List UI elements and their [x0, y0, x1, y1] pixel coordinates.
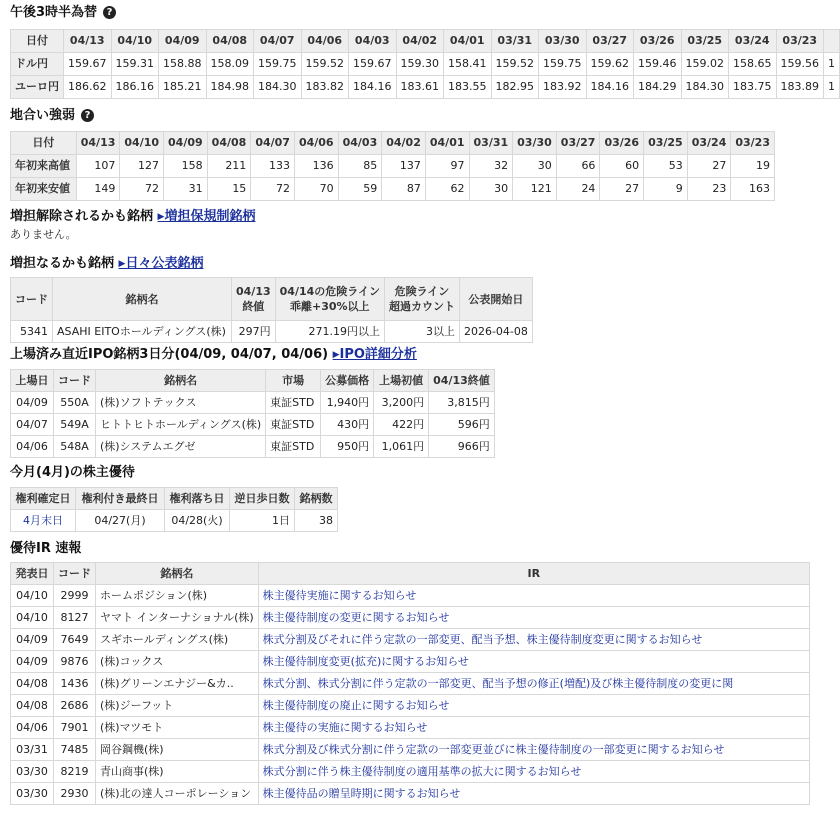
col-code: コード: [54, 370, 96, 392]
strength-date-col: 04/10: [120, 132, 164, 155]
strength-value: 85: [338, 155, 382, 178]
fx-date-col: 03/26: [634, 30, 682, 53]
col-ex: 権利落ち日: [165, 488, 230, 510]
margin-release-none: ありません。: [10, 228, 77, 241]
col-name: 銘柄名: [53, 278, 232, 321]
yutai-table-wrap: [10, 487, 338, 532]
stock-name: 岡谷鋼機(株): [96, 739, 259, 761]
col-list-date: 上場日: [11, 370, 54, 392]
stock-code: 550A: [54, 392, 96, 414]
col-offer: 公募価格: [321, 370, 374, 392]
close-price: 966円: [429, 436, 495, 458]
first-price: 3,200円: [374, 392, 429, 414]
stock-name: (株)グリーンエナジー&カ..: [96, 673, 259, 695]
margin-rule-link[interactable]: ▶増担保規制銘柄: [157, 209, 256, 224]
stock-code: 5341: [11, 321, 53, 343]
strength-value: 31: [164, 178, 208, 201]
first-price: 422円: [374, 414, 429, 436]
fx-value: 159.56: [776, 53, 824, 76]
strength-value: 59: [338, 178, 382, 201]
fx-date-col: 04/06: [301, 30, 349, 53]
strength-value: 136: [294, 155, 338, 178]
col-count: 銘柄数: [295, 488, 338, 510]
strength-date-col: 03/24: [687, 132, 731, 155]
col-reverse: 逆日歩日数: [230, 488, 295, 510]
fx-date-col: 03/23: [776, 30, 824, 53]
table-row: [11, 783, 810, 805]
fx-value: 183.61: [396, 76, 444, 99]
stock-code: 7485: [54, 739, 96, 761]
ir-link[interactable]: 株主優待の実施に関するお知らせ: [258, 717, 809, 739]
ir-link[interactable]: 株主優待品の贈呈時期に関するお知らせ: [258, 783, 809, 805]
ir-link[interactable]: 株式分割及びそれに伴う定款の一部変更、配当予想、株主優待制度変更に関するお知らせ: [258, 629, 809, 651]
stock-code: 549A: [54, 414, 96, 436]
ir-section: [10, 540, 81, 558]
fx-section: [10, 4, 116, 22]
margin-add-table: [10, 277, 533, 343]
stock-code: 2930: [54, 783, 96, 805]
fx-value: 183.89: [776, 76, 824, 99]
danger-line: 271.19円以上: [275, 321, 384, 343]
ir-date: 04/08: [11, 673, 54, 695]
strength-value: 27: [600, 178, 644, 201]
ir-title: 優待IR 速報: [10, 541, 82, 556]
daily-announce-link[interactable]: ▶日々公表銘柄: [118, 256, 204, 271]
fx-date-col: 04/01: [444, 30, 492, 53]
strength-date-col: 04/03: [338, 132, 382, 155]
ir-date: 04/06: [11, 717, 54, 739]
first-price: 1,061円: [374, 436, 429, 458]
stock-code: 8219: [54, 761, 96, 783]
confirm-date-link[interactable]: 4月末日: [11, 510, 76, 532]
fx-value: 184.30: [681, 76, 729, 99]
strength-value: 137: [382, 155, 426, 178]
col-close: 04/13終値: [429, 370, 495, 392]
offer-price: 950円: [321, 436, 374, 458]
strength-date-col: 04/13: [76, 132, 120, 155]
strength-date-col: 04/09: [164, 132, 208, 155]
fx-value: 159.75: [254, 53, 302, 76]
close-price: 3,815円: [429, 392, 495, 414]
fx-value: 1: [824, 76, 840, 99]
fx-value: 159.75: [539, 53, 587, 76]
strength-value: 72: [251, 178, 295, 201]
strength-date-col: 03/25: [644, 132, 688, 155]
stock-name: (株)コックス: [96, 651, 259, 673]
ir-table: [10, 562, 810, 805]
fx-value: 183.82: [301, 76, 349, 99]
margin-add-title: 増担なるかも銘柄 ▶日々公表銘柄: [10, 256, 204, 271]
stock-name: ヒトトヒトホールディングス(株): [96, 414, 266, 436]
strength-date-col: 03/23: [731, 132, 775, 155]
question-circle-icon[interactable]: ?: [81, 109, 94, 122]
ipo-table: [10, 369, 495, 458]
stock-code: 548A: [54, 436, 96, 458]
stock-code: 7901: [54, 717, 96, 739]
strength-value: 107: [76, 155, 120, 178]
strength-value: 70: [294, 178, 338, 201]
strength-value: 30: [513, 155, 557, 178]
start-date: 2026-04-08: [459, 321, 532, 343]
close-price: 596円: [429, 414, 495, 436]
strength-value: 15: [207, 178, 251, 201]
fx-value: 184.98: [206, 76, 254, 99]
fx-date-col: 04/07: [254, 30, 302, 53]
ir-table-wrap: [10, 562, 760, 805]
ex-date: 04/28(火): [165, 510, 230, 532]
table-row: [11, 76, 840, 99]
fx-date-col: 03/27: [586, 30, 634, 53]
strength-value: 62: [425, 178, 469, 201]
fx-value: 159.52: [301, 53, 349, 76]
strength-date-col: 03/26: [600, 132, 644, 155]
fx-value: 184.16: [586, 76, 634, 99]
market: 東証STD: [266, 414, 321, 436]
yutai-table: [10, 487, 338, 532]
strength-date-col: 04/02: [382, 132, 426, 155]
offer-price: 1,940円: [321, 392, 374, 414]
fx-value: 184.16: [349, 76, 397, 99]
strength-value: 23: [687, 178, 731, 201]
stock-code: 8127: [54, 607, 96, 629]
strength-value: 9: [644, 178, 688, 201]
question-circle-icon[interactable]: ?: [103, 6, 116, 19]
ir-link[interactable]: 株主優待制度変更(拡充)に関するお知らせ: [258, 651, 809, 673]
ir-link[interactable]: 株主優待制度の廃止に関するお知らせ: [258, 695, 809, 717]
stock-code: 1436: [54, 673, 96, 695]
stock-code: 7649: [54, 629, 96, 651]
fx-row-label: ユーロ円: [11, 76, 64, 99]
strength-date-col: 04/06: [294, 132, 338, 155]
ipo-table-wrap: [10, 369, 495, 458]
strength-date-col: 03/30: [513, 132, 557, 155]
table-row: [11, 178, 775, 201]
strength-date-col: 03/31: [469, 132, 513, 155]
fx-value: 159.67: [64, 53, 112, 76]
stock-code: 2999: [54, 585, 96, 607]
strength-date-col: 04/08: [207, 132, 251, 155]
last-date: 04/27(月): [76, 510, 165, 532]
ipo-section: [10, 346, 417, 364]
table-row: [11, 321, 533, 343]
fx-value: 158.65: [729, 53, 777, 76]
close-price: 297円: [232, 321, 276, 343]
fx-date-col: 04/08: [206, 30, 254, 53]
fx-date-col: 03/24: [729, 30, 777, 53]
col-confirm: 権利確定日: [11, 488, 76, 510]
fx-value: 182.95: [491, 76, 539, 99]
strength-title: 地合い強弱 ?: [10, 107, 94, 125]
fx-date-col: 04/03: [349, 30, 397, 53]
fx-value: 183.55: [444, 76, 492, 99]
reverse-days: 1日: [230, 510, 295, 532]
strength-value: 30: [469, 178, 513, 201]
fx-value: 159.67: [349, 53, 397, 76]
ipo-title: 上場済み直近IPO銘柄3日分(04/09, 04/07, 04/06) ▶IPO詳細分析: [10, 347, 417, 362]
fx-date-col: 03/31: [491, 30, 539, 53]
fx-value: 183.92: [539, 76, 587, 99]
fx-date-col: [824, 30, 840, 53]
col-date: 発表日: [11, 563, 54, 585]
strength-date-header: 日付: [11, 132, 77, 155]
fx-value: 159.30: [396, 53, 444, 76]
ir-date: 04/08: [11, 695, 54, 717]
table-row: [11, 629, 810, 651]
strength-value: 72: [120, 178, 164, 201]
fx-value: 184.30: [254, 76, 302, 99]
table-row: [11, 392, 495, 414]
col-first: 上場初値: [374, 370, 429, 392]
strength-table-wrap: [10, 131, 770, 201]
table-row: [11, 510, 338, 532]
fx-value: 159.31: [111, 53, 159, 76]
stock-code: 2686: [54, 695, 96, 717]
table-row: [11, 436, 495, 458]
stock-name: (株)ジーフット: [96, 695, 259, 717]
offer-price: 430円: [321, 414, 374, 436]
fx-table-wrap: [10, 29, 835, 99]
list-date: 04/09: [11, 392, 54, 414]
ir-link[interactable]: 株式分割、株式分割に伴う定款の一部変更、配当予想の修正(増配)及び株主優待制度の変更に関: [258, 673, 809, 695]
fx-date-col: 04/02: [396, 30, 444, 53]
stock-name: (株)ソフトテックス: [96, 392, 266, 414]
stock-name: スギホールディングス(株): [96, 629, 259, 651]
ir-date: 04/09: [11, 651, 54, 673]
fx-value: 159.52: [491, 53, 539, 76]
strength-value: 53: [644, 155, 688, 178]
strength-row-label: 年初来高値: [11, 155, 77, 178]
strength-row-label: 年初来安値: [11, 178, 77, 201]
market: 東証STD: [266, 392, 321, 414]
ir-date: 03/30: [11, 761, 54, 783]
table-row: [11, 53, 840, 76]
strength-value: 163: [731, 178, 775, 201]
ir-date: 03/31: [11, 739, 54, 761]
stock-name: ASAHI EITOホールディングス(株): [53, 321, 232, 343]
stock-name: (株)北の達人コーポレーション: [96, 783, 259, 805]
stock-name: ホームポジション(株): [96, 585, 259, 607]
fx-date-header: 日付: [11, 30, 64, 53]
strength-value: 87: [382, 178, 426, 201]
strength-table: [10, 131, 775, 201]
table-row: [11, 695, 810, 717]
strength-value: 158: [164, 155, 208, 178]
strength-value: 121: [513, 178, 557, 201]
table-row: [11, 155, 775, 178]
fx-date-col: 04/10: [111, 30, 159, 53]
table-row: [11, 651, 810, 673]
danger-count: 3以上: [384, 321, 459, 343]
strength-value: 60: [600, 155, 644, 178]
strength-value: 27: [687, 155, 731, 178]
fx-date-col: 03/25: [681, 30, 729, 53]
ir-link[interactable]: 株式分割及び株式分割に伴う定款の一部変更並びに株主優待制度の一部変更に関するお知らせ: [258, 739, 809, 761]
col-code: コード: [54, 563, 96, 585]
fx-value: 158.88: [159, 53, 207, 76]
fx-value: 1: [824, 53, 840, 76]
fx-value: 159.62: [586, 53, 634, 76]
margin-release-title: 増担解除されるかも銘柄 ▶増担保規制銘柄: [10, 209, 256, 224]
strength-value: 19: [731, 155, 775, 178]
fx-title: 午後3時半為替 ?: [10, 4, 116, 22]
table-row: [11, 607, 810, 629]
ir-link[interactable]: 株式分割に伴う株主優待制度の適用基準の拡大に関するお知らせ: [258, 761, 809, 783]
ir-date: 03/30: [11, 783, 54, 805]
margin-release-section: [10, 208, 255, 244]
strength-date-col: 04/07: [251, 132, 295, 155]
strength-date-col: 03/27: [556, 132, 600, 155]
col-name: 銘柄名: [96, 563, 259, 585]
stock-name: 青山商事(株): [96, 761, 259, 783]
fx-value: 159.02: [681, 53, 729, 76]
col-code: コード: [11, 278, 53, 321]
fx-value: 186.62: [64, 76, 112, 99]
stock-code: 9876: [54, 651, 96, 673]
strength-value: 133: [251, 155, 295, 178]
table-row: [11, 414, 495, 436]
strength-date-col: 04/01: [425, 132, 469, 155]
ir-link[interactable]: 株主優待制度の変更に関するお知らせ: [258, 607, 809, 629]
fx-date-col: 03/30: [539, 30, 587, 53]
strength-value: 127: [120, 155, 164, 178]
ir-link[interactable]: 株主優待実施に関するお知らせ: [258, 585, 809, 607]
stock-name: (株)マツモト: [96, 717, 259, 739]
fx-date-col: 04/09: [159, 30, 207, 53]
market: 東証STD: [266, 436, 321, 458]
fx-value: 184.29: [634, 76, 682, 99]
strength-value: 24: [556, 178, 600, 201]
list-date: 04/06: [11, 436, 54, 458]
col-start: 公表開始日: [459, 278, 532, 321]
fx-date-col: 04/13: [64, 30, 112, 53]
fx-value: 185.21: [159, 76, 207, 99]
fx-value: 186.16: [111, 76, 159, 99]
margin-add-table-wrap: [10, 277, 533, 343]
stock-name: ヤマト インターナショナル(株): [96, 607, 259, 629]
strength-value: 211: [207, 155, 251, 178]
col-name: 銘柄名: [96, 370, 266, 392]
strength-value: 97: [425, 155, 469, 178]
fx-value: 183.75: [729, 76, 777, 99]
table-row: [11, 739, 810, 761]
col-ir: IR: [258, 563, 809, 585]
stock-name: (株)システムエグゼ: [96, 436, 266, 458]
table-row: [11, 585, 810, 607]
fx-value: 158.41: [444, 53, 492, 76]
strength-value: 32: [469, 155, 513, 178]
fx-value: 158.09: [206, 53, 254, 76]
table-row: [11, 673, 810, 695]
col-close: 04/13 終値: [232, 278, 276, 321]
ir-date: 04/10: [11, 607, 54, 629]
stock-count: 38: [295, 510, 338, 532]
col-market: 市場: [266, 370, 321, 392]
strength-value: 149: [76, 178, 120, 201]
ipo-detail-link[interactable]: ▶IPO詳細分析: [332, 347, 417, 362]
margin-add-section: [10, 255, 203, 273]
list-date: 04/07: [11, 414, 54, 436]
strength-section: [10, 107, 94, 125]
ir-date: 04/09: [11, 629, 54, 651]
table-row: [11, 761, 810, 783]
fx-table: [10, 29, 840, 99]
col-last: 権利付き最終日: [76, 488, 165, 510]
yutai-title: 今月(4月)の株主優待: [10, 465, 135, 480]
col-danger-line: 04/14の危険ライン 乖離+30%以上: [275, 278, 384, 321]
fx-row-label: ドル円: [11, 53, 64, 76]
yutai-section: [10, 464, 135, 482]
ir-date: 04/10: [11, 585, 54, 607]
table-row: [11, 717, 810, 739]
fx-value: 159.46: [634, 53, 682, 76]
strength-value: 66: [556, 155, 600, 178]
col-danger-count: 危険ライン 超過カウント: [384, 278, 459, 321]
